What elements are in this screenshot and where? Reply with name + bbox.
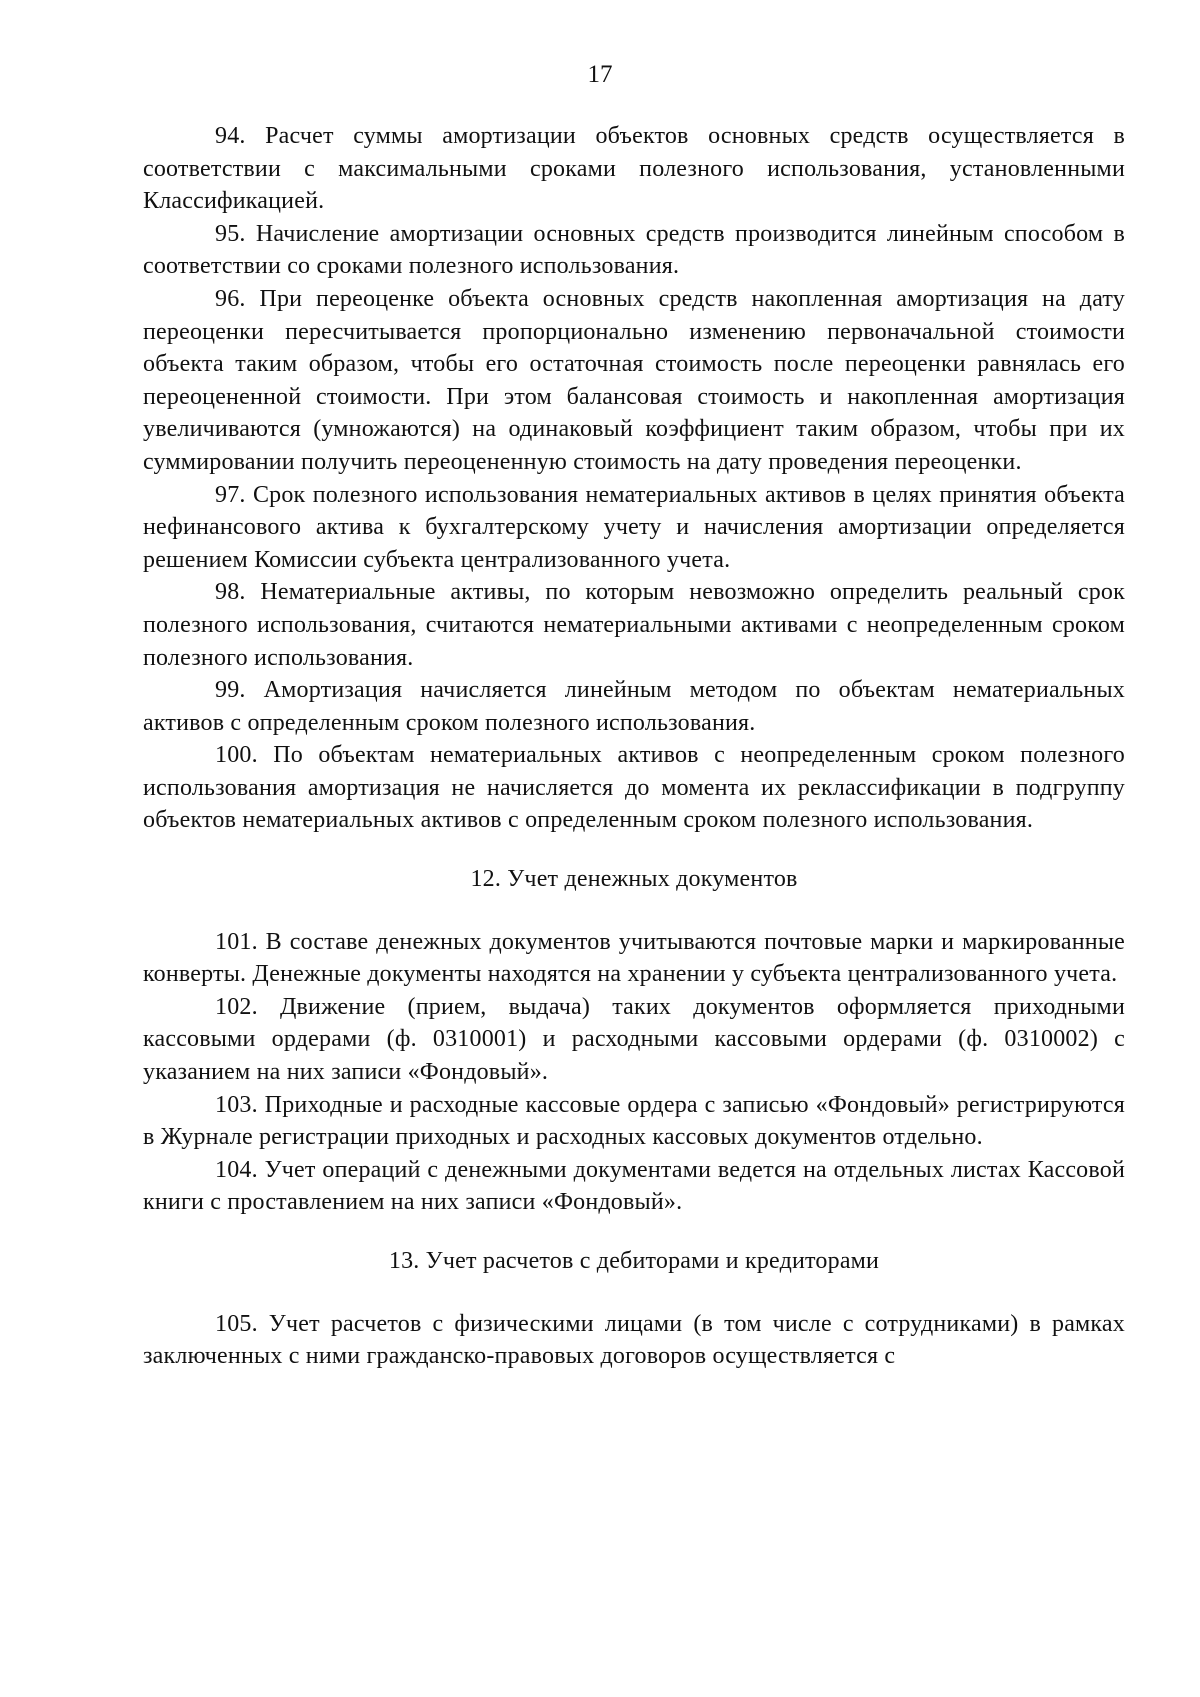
paragraph-96: 96. При переоценке объекта основных средств накопленная амортизация на дату переоценки пересчитывается пропорционально изменению первоначальной стоимости объекта таким образом, чтобы его остаточная стоимость после переоценки равнялась его переоцененной стоимости. При этом балансовая стоимость и накопленная амортизация увеличиваются (умножаются) на одинаковый коэффициент таким образом, чтобы при их суммировании получить переоцененную стоимость на дату проведения переоценки. — [143, 285, 1125, 475]
paragraph-102: 102. Движение (прием, выдача) таких документов оформляется приходными кассовыми ордерами (ф. 0310001) и расходными кассовыми ордерами (ф. 0310002) с указанием на них записи «Фондовый». — [143, 993, 1125, 1086]
page-number: 17 — [587, 61, 613, 88]
paragraph-100: 100. По объектам нематериальных активов с неопределенным сроком полезного использования амортизация не начисляется до момента их реклассификации в подгруппу объектов нематериальных активов с определенным сроком полезного использования. — [143, 742, 1125, 834]
paragraph-105: 105. Учет расчетов с физическими лицами (в том числе с сотрудниками) в рамках заключенных с ними гражданско-правовых договоров осуществляется с — [143, 1310, 1125, 1370]
paragraph-98: 98. Нематериальные активы, по которым невозможно определить реальный срок полезного использования, считаются нематериальными активами с неопределенным сроком полезного использования. — [143, 579, 1125, 671]
paragraph-95: 95. Начисление амортизации основных средств производится линейным способом в соответствии со сроками полезного использования. — [143, 220, 1125, 280]
paragraph-104: 104. Учет операций с денежными документами ведется на отдельных листах Кассовой книги с проставлением на них записи «Фондовый». — [143, 1156, 1125, 1216]
paragraph-94: 94. Расчет суммы амортизации объектов основных средств осуществляется в соответствии с максимальными сроками полезного использования, установленными Классификацией. — [143, 123, 1125, 215]
paragraph-103: 103. Приходные и расходные кассовые ордера с записью «Фондовый» регистрируются в Журнале регистрации приходных и расходных кассовых документов отдельно. — [143, 1091, 1125, 1151]
paragraph-101: 101. В составе денежных документов учитываются почтовые марки и маркированные конверты. Денежные документы находятся на хранении у субъекта централизованного учета. — [143, 928, 1125, 988]
document-body — [143, 120, 1125, 1373]
section-heading-13: 13. Учет расчетов с дебиторами и кредиторами — [388, 1248, 880, 1274]
section-heading-12: 12. Учет денежных документов — [470, 866, 798, 893]
paragraph-97: 97. Срок полезного использования нематериальных активов в целях принятия объекта нефинансового актива к бухгалтерскому учету и начисления амортизации определяется решением Комиссии субъекта централизованного учета. — [143, 481, 1125, 573]
paragraph-99: 99. Амортизация начисляется линейным методом по объектам нематериальных активов с определенным сроком полезного использования. — [143, 677, 1125, 736]
